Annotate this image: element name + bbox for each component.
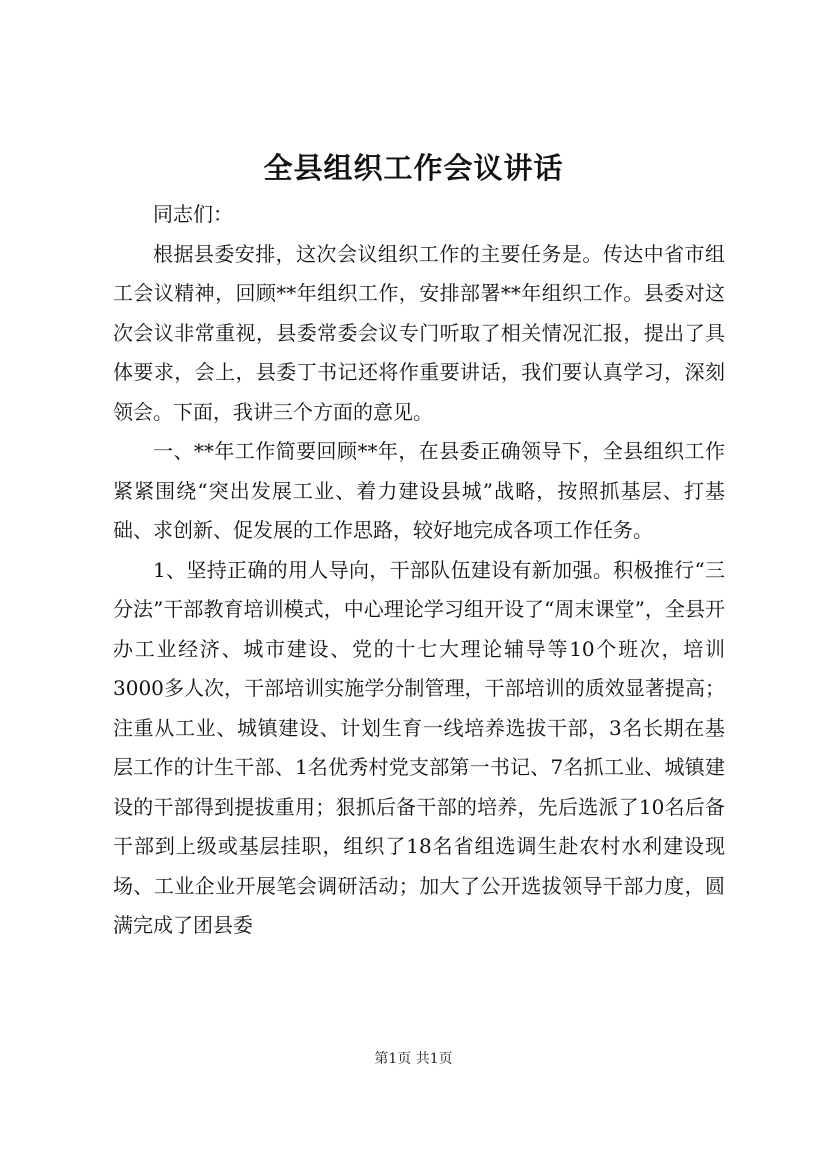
page-number: 第1页 共1页	[374, 1051, 453, 1067]
document-title: 全县组织工作会议讲话	[263, 151, 564, 185]
paragraph-section-one: 一、**年工作简要回顾**年，在县委正确领导下，全县组织工作紧紧围绕“突出发展工业、着力建设县城”战略，按照抓基层、打基础、求创新、促发展的工作思路，较好地完成各项工作任务。	[113, 439, 725, 542]
document-body	[113, 195, 725, 946]
salutation: 同志们：	[153, 202, 233, 226]
paragraph-intro: 根据县委安排，这次会议组织工作的主要任务是。传达中省市组工会议精神，回顾**年组织工作，安排部署**年组织工作。县委对这次会议非常重视，县委常委会议专门听取了相关情况汇报，提出了具体要求，会上，县委丁书记还将作重要讲话，我们要认真学习，深刻领会。下面，我讲三个方面的意见。	[113, 241, 725, 424]
paragraph-item-one: 1、坚持正确的用人导向，干部队伍建设有新加强。积极推行“三分法”干部教育培训模式，中心理论学习组开设了“周末课堂”，全县开办工业经济、城市建设、党的十七大理论辅导等10个班次，培训3000多人次，干部培训实施学分制管理，干部培训的质效显著提高；注重从工业、城镇建设、计划生育一线培养选拔干部，3名长期在基层工作的计生干部、1名优秀村党支部第一书记、7名抓工业、城镇建设的干部得到提拔重用；狠抓后备干部的培养，先后选派了10名后备干部到上级或基层挂职，组织了18名省组选调生赴农村水利建设现场、工业企业开展笔会调研活动；加大了公开选拔领导干部力度，圆满完成了团县委	[113, 557, 725, 937]
